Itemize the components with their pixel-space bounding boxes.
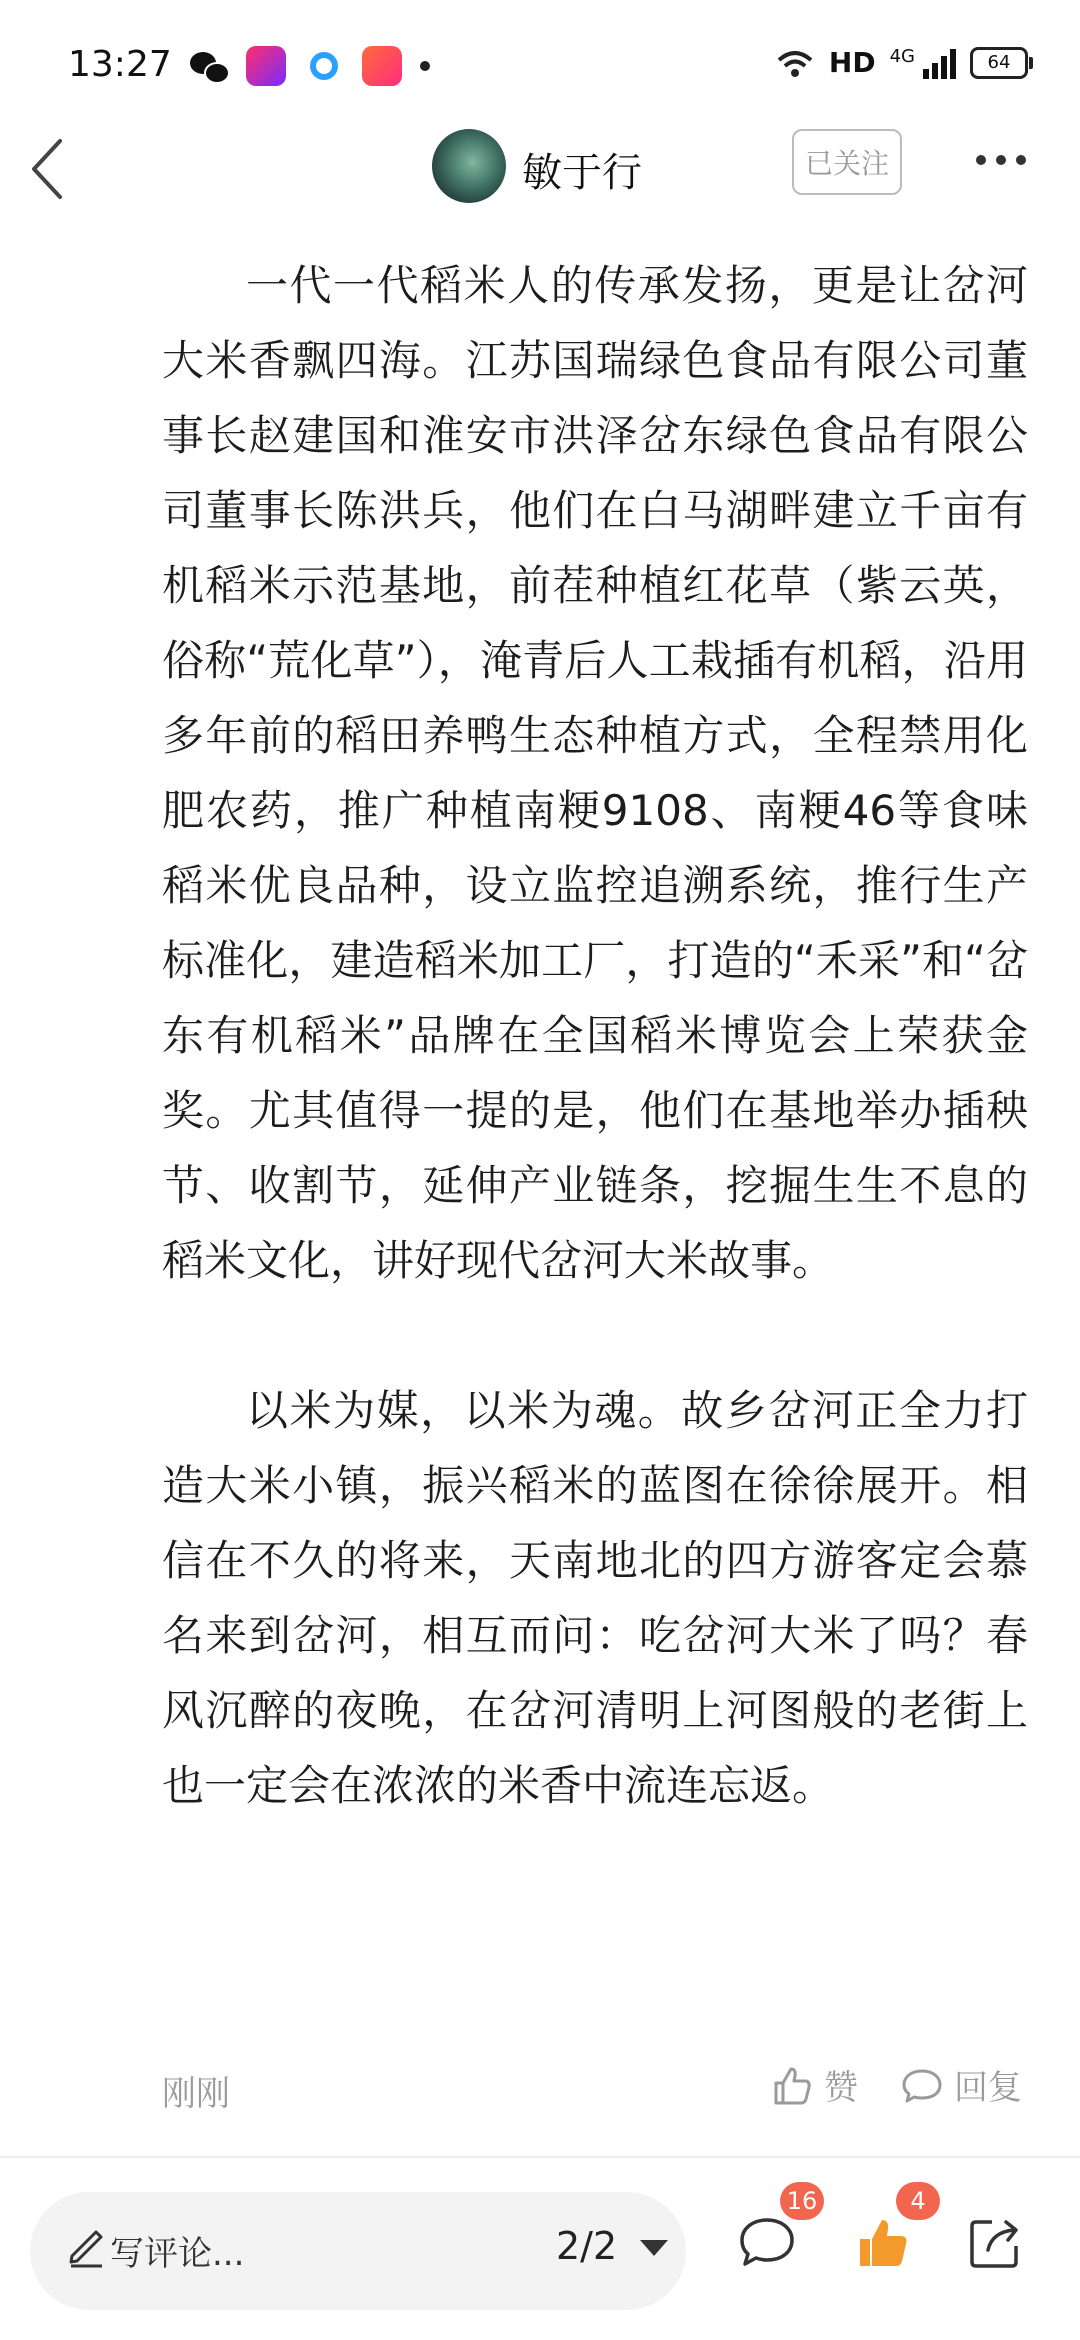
- avatar[interactable]: [432, 129, 506, 203]
- post-meta-row: [0, 2060, 1080, 2120]
- bottom-action-bar: [0, 2158, 1080, 2340]
- share-icon: [964, 2212, 1026, 2274]
- article-header: [0, 125, 1080, 215]
- notification-dot-icon: [420, 61, 430, 71]
- bottom-like-button[interactable]: [852, 2187, 926, 2282]
- comment-count-badge: 16: [780, 2182, 824, 2220]
- comment-icon: [736, 2212, 798, 2274]
- status-time: 13:27: [68, 44, 172, 85]
- author-name[interactable]: 敏于行: [522, 150, 642, 196]
- status-indicators: [775, 46, 1028, 79]
- like-label: 赞: [824, 2068, 858, 2108]
- thumbs-up-icon: [852, 2212, 914, 2274]
- page-indicator[interactable]: 2/2: [556, 2224, 618, 2268]
- battery-icon: 64: [970, 47, 1028, 79]
- wechat-icon: [188, 46, 228, 86]
- article-paragraph: 一代一代稻米人的传承发扬，更是让岔河大米香飘四海。江苏国瑞绿色食品有限公司董事长赵建国和淮安市洪泽岔东绿色食品有限公司董事长陈洪兵，他们在白马湖畔建立千亩有机稻米示范基地，前茬种植红花草（紫云英，俗称“荒化草”），淹青后人工栽插有机稻，沿用多年前的稻田养鸭生态种植方式，全程禁用化肥农药，推广种植南粳9108、南粳46等食味稻米优良品种，设立监控追溯系统，推行生产标准化，建造稻米加工厂，打造的“禾采”和“岔东有机稻米”品牌在全国稻米博览会上荣获金奖。尤其值得一提的是，他们在基地举办插秧节、收割节，延伸产业链条，挖掘生生不息的稻米文化，讲好现代岔河大米故事。: [162, 261, 1028, 1285]
- back-arrow-icon: [22, 129, 92, 209]
- comment-input[interactable]: [30, 2192, 686, 2310]
- thumbs-up-icon: [770, 2063, 814, 2107]
- reply-button[interactable]: [900, 2060, 1022, 2109]
- chevron-down-icon[interactable]: [640, 2240, 668, 2256]
- hd-indicator: HD: [828, 46, 876, 79]
- reply-label: 回复: [954, 2068, 1022, 2108]
- status-bar: [0, 0, 1080, 130]
- comments-button[interactable]: [736, 2187, 818, 2282]
- wifi-icon: [775, 48, 815, 78]
- article-paragraph: 以米为媒，以米为魂。故乡岔河正全力打造大米小镇，振兴稻米的蓝图在徐徐展开。相信在不久的将来，天南地北的四方游客定会慕名来到岔河，相互而问：吃岔河大米了吗？春风沉醉的夜晚，在岔河清明上河图般的老街上也一定会在浓浓的米香中流连忘返。: [162, 1386, 1028, 1810]
- more-icon[interactable]: [976, 155, 1026, 165]
- comment-bubble-icon: [900, 2063, 944, 2107]
- video-app-icon: [246, 46, 286, 86]
- app-icon: [362, 46, 402, 86]
- status-app-icons: [188, 46, 430, 86]
- like-button[interactable]: [770, 2060, 858, 2109]
- pen-icon: [66, 2224, 106, 2268]
- article-body: [162, 248, 1028, 1823]
- post-time: 刚刚: [162, 2074, 230, 2114]
- network-gen: 4G: [889, 46, 915, 67]
- signal-icon: [923, 47, 956, 79]
- back-button[interactable]: [22, 129, 92, 209]
- like-count-badge: 4: [896, 2182, 940, 2220]
- share-button[interactable]: [964, 2212, 1034, 2282]
- follow-button[interactable]: 已关注: [792, 129, 902, 195]
- circle-app-icon: [310, 52, 338, 80]
- comment-placeholder: 写评论...: [110, 2234, 245, 2274]
